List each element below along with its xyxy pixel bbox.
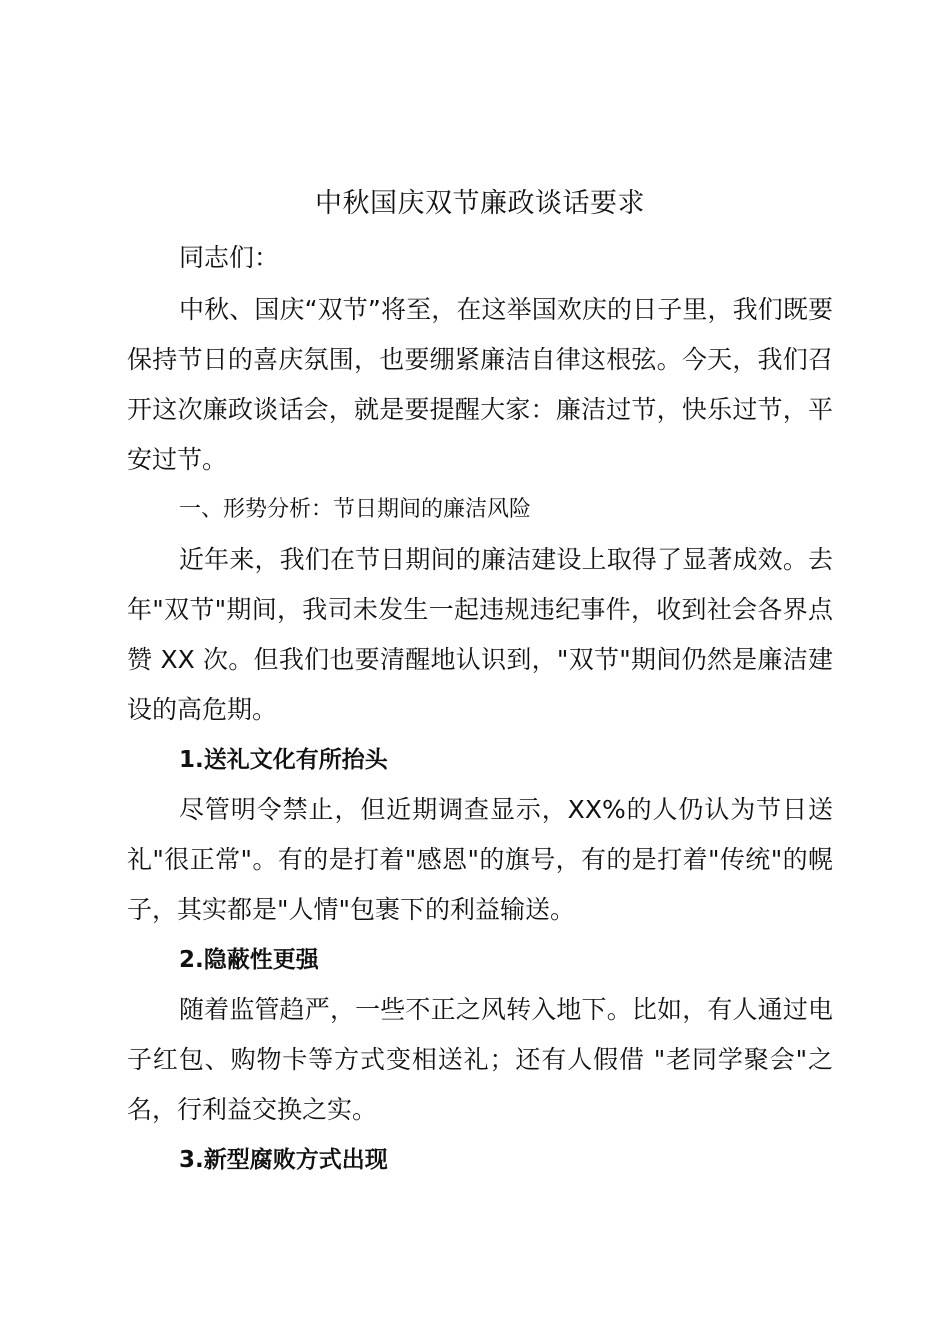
document-title: 中秋国庆双节廉政谈话要求 <box>315 188 645 219</box>
point-paragraph-1: 尽管明令禁止，但近期调查显示，XX%的人仍认为节日送礼"很正常"。有的是打着"感恩"的旗号，有的是打着"传统"的幌子，其实都是"人情"包裹下的利益输送。 <box>127 795 833 924</box>
section-paragraph-1: 近年来，我们在节日期间的廉洁建设上取得了显著成效。去年"双节"期间，我司未发生一起违规违纪事件，收到社会各界点赞 XX 次。但我们也要清醒地认识到，"双节"期间仍然是廉洁建设的高危期。 <box>127 545 833 724</box>
intro-paragraph: 中秋、国庆“双节”将至，在这举国欢庆的日子里，我们既要保持节日的喜庆氛围，也要绷紧廉洁自律这根弦。今天，我们召开这次廉政谈话会，就是要提醒大家：廉洁过节，快乐过节，平安过节。 <box>127 295 833 474</box>
point-heading-1: 1.送礼文化有所抬头 <box>179 747 388 773</box>
point-heading-3: 3.新型腐败方式出现 <box>179 1147 388 1173</box>
document-body <box>127 183 833 1185</box>
greeting: 同志们： <box>179 243 280 272</box>
section-heading-1: 一、形势分析：节日期间的廉洁风险 <box>179 497 532 522</box>
point-paragraph-2: 随着监管趋严，一些不正之风转入地下。比如，有人通过电子红包、购物卡等方式变相送礼；还有人假借 "老同学聚会"之名，行利益交换之实。 <box>127 995 833 1124</box>
point-heading-2: 2.隐蔽性更强 <box>179 947 319 973</box>
